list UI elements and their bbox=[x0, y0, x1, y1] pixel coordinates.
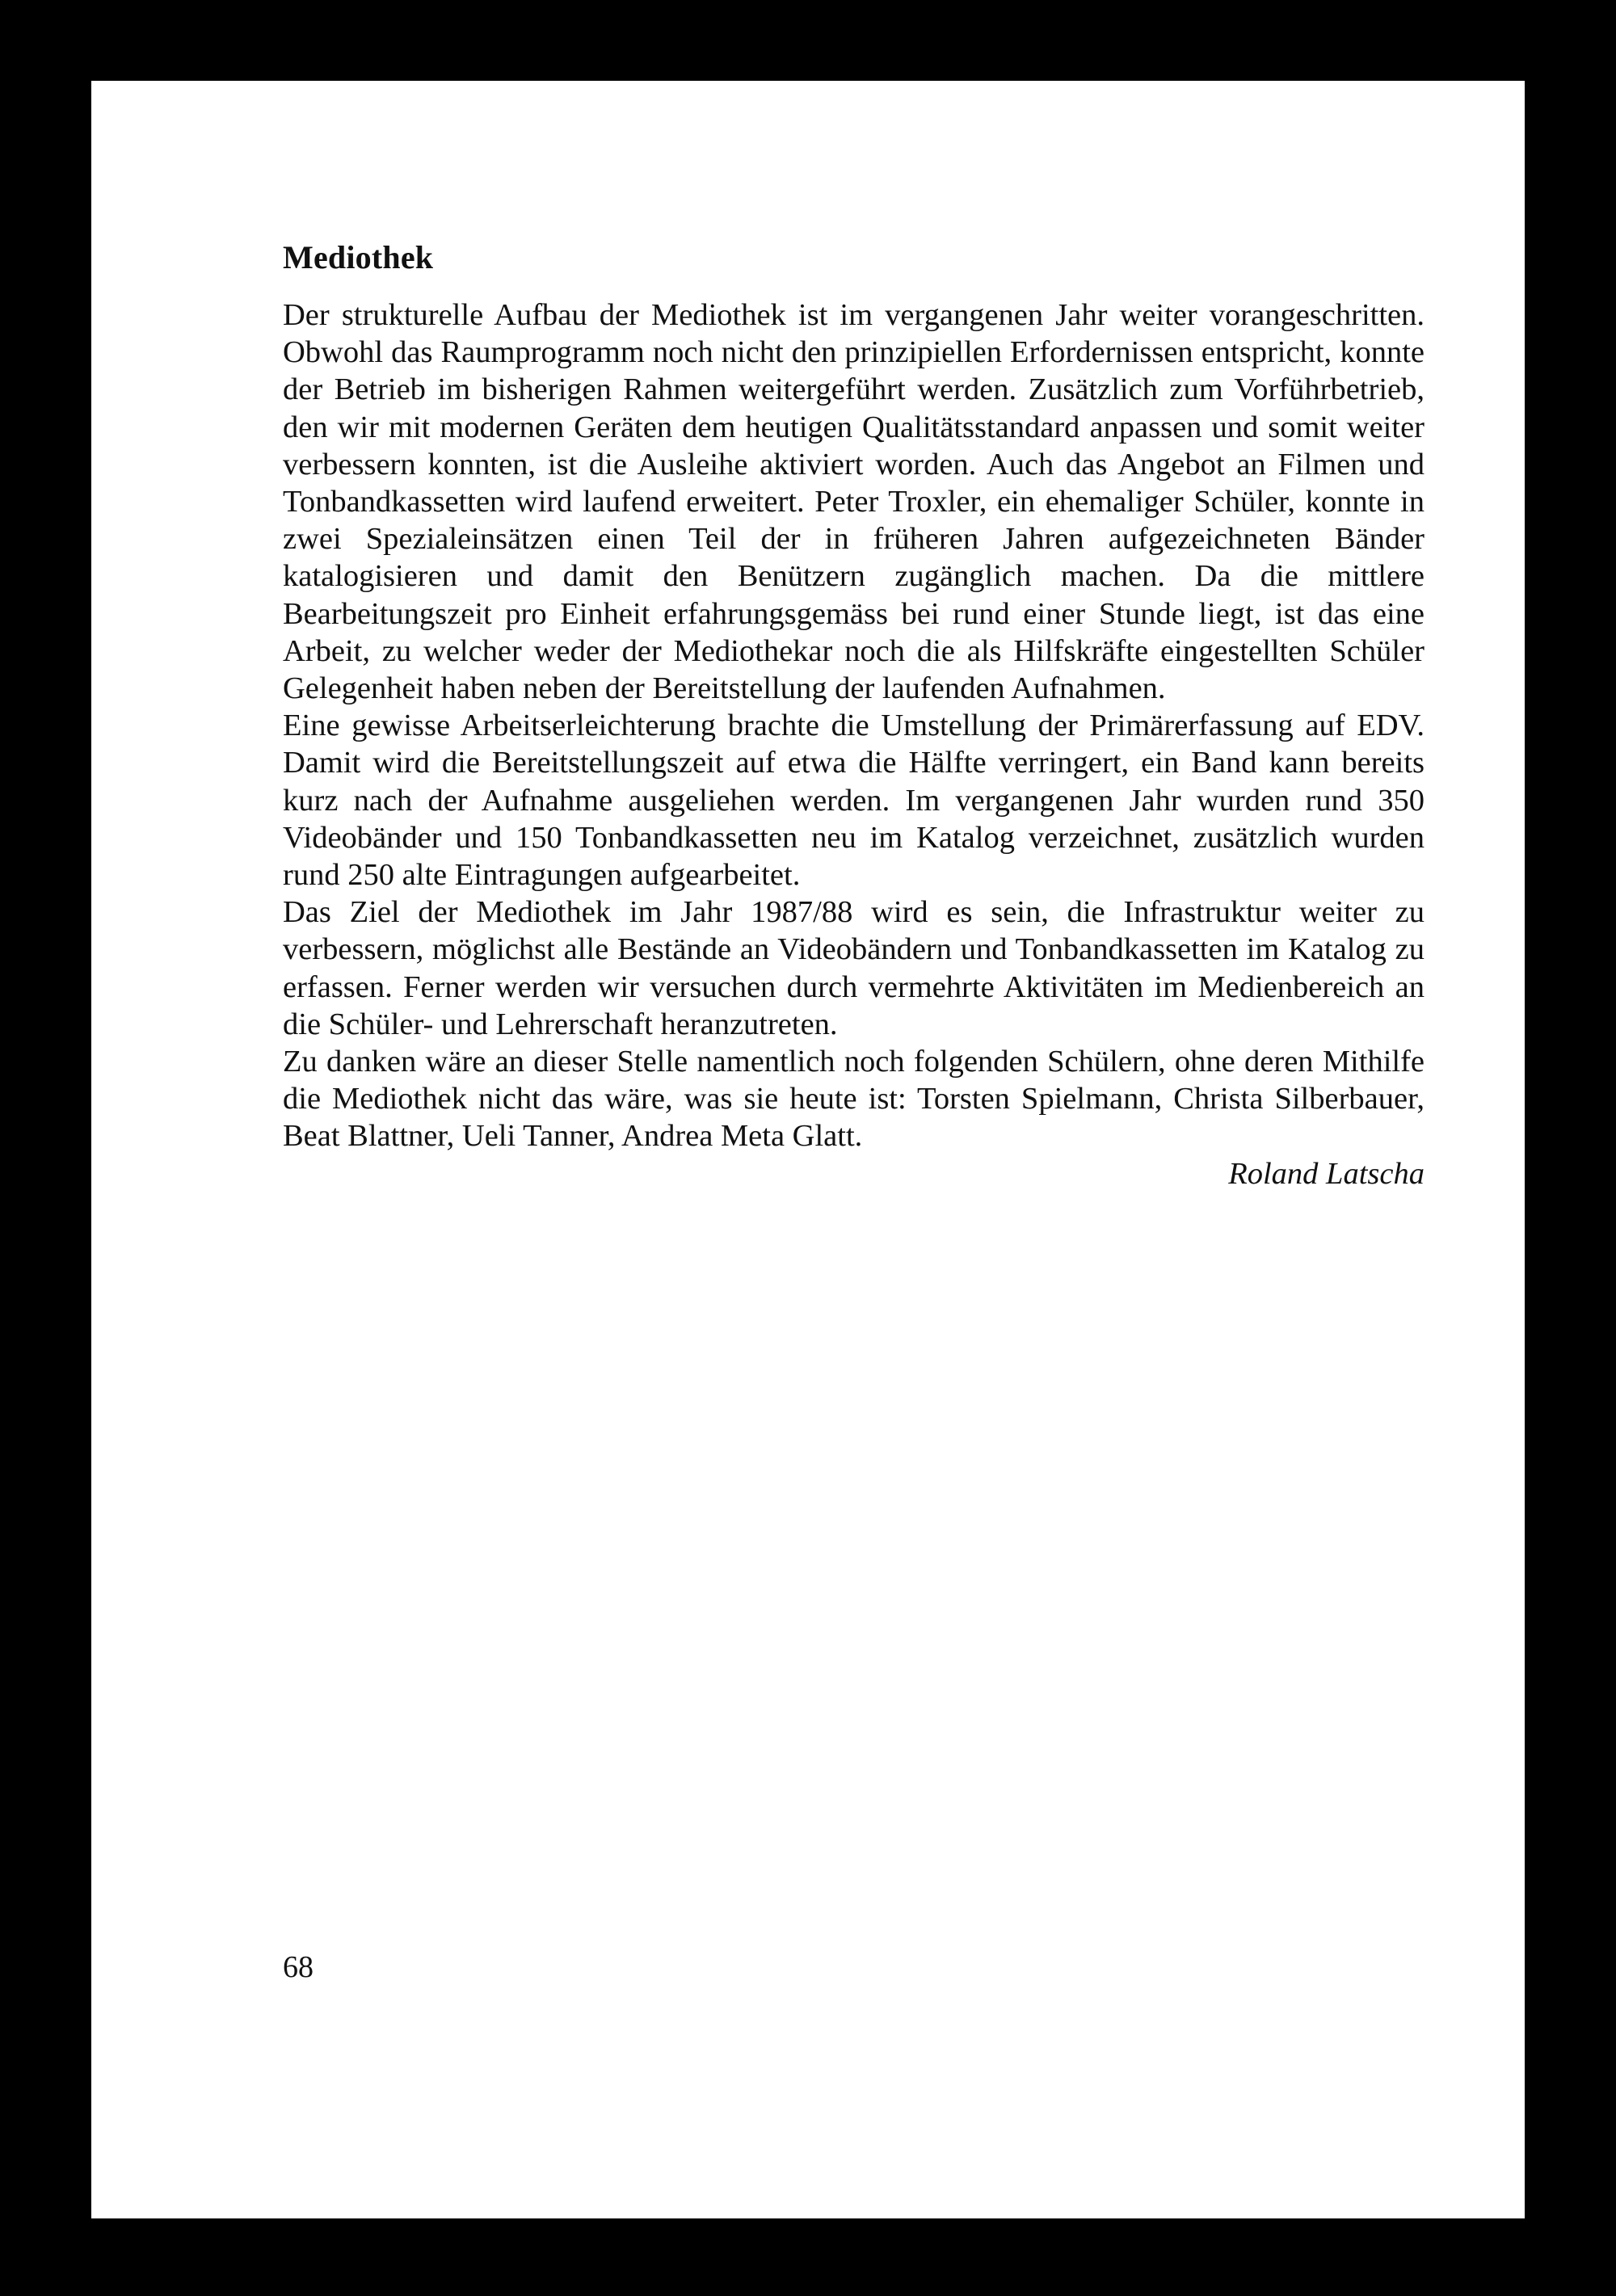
article-body bbox=[283, 238, 1425, 1192]
paragraph-2: Eine gewisse Arbeitserleichterung brachte die Umstellung der Primärerfassung auf EDV. Damit wird die Bereitstellungszeit auf etwa die Hälfte verringert, ein Band kann bereits kurz nach der Aufnahme ausgeliehen werden. Im vergangenen Jahr wurden rund 350 Videobänder und 150 Tonbandkassetten neu im Katalog verzeichnet, zusätzlich wurden rund 250 alte Eintragungen aufgearbeitet. bbox=[283, 709, 1425, 893]
section-heading: Mediothek bbox=[283, 239, 434, 275]
paragraph-1: Der strukturelle Aufbau der Mediothek ist im vergangenen Jahr weiter vorangeschritten. Obwohl das Raumprogramm noch nicht den prinzipiellen Erfordernissen entspricht, konnte der Betrieb im bisherigen Rahmen weitergeführt werden. Zusätzlich zum Vorführbetrieb, den wir mit modernen Geräten dem heutigen Qualitätsstandard anpassen und somit weiter verbessern konnten, ist die Ausleihe aktiviert worden. Auch das Angebot an Filmen und Tonbandkassetten wird laufend erweitert. Peter Troxler, ein ehemaliger Schüler, konnte in zwei Spezialeinsätzen einen Teil der in früheren Jahren aufgezeichneten Bänder katalogisieren und damit den Benützern zugänglich machen. Da die mittlere Bearbeitungszeit pro Einheit erfahrungsgemäss bei rund einer Stunde liegt, ist das eine Arbeit, zu welcher weder der Mediothekar noch die als Hilfskräfte eingestellten Schüler Gelegenheit haben neben der Bereitstellung der laufenden Aufnahmen. bbox=[283, 298, 1425, 706]
author-signature: Roland Latscha bbox=[1228, 1156, 1425, 1191]
page-number: 68 bbox=[283, 1950, 314, 1984]
paragraph-4: Zu danken wäre an dieser Stelle namentlich noch folgenden Schülern, ohne deren Mithilfe die Mediothek nicht das wäre, was sie heute ist: Torsten Spielmann, Christa Silberbauer, Beat Blattner, Ueli Tanner, Andrea Meta Glatt. bbox=[283, 1045, 1425, 1154]
paragraph-3: Das Ziel der Mediothek im Jahr 1987/88 wird es sein, die Infrastruktur weiter zu verbessern, möglichst alle Bestände an Videobändern und Tonbandkassetten im Katalog zu erfassen. Ferner werden wir versuchen durch vermehrte Aktivitäten im Medienbereich an die Schüler- und Lehrerschaft heranzutreten. bbox=[283, 895, 1425, 1041]
document-page bbox=[91, 81, 1525, 2218]
